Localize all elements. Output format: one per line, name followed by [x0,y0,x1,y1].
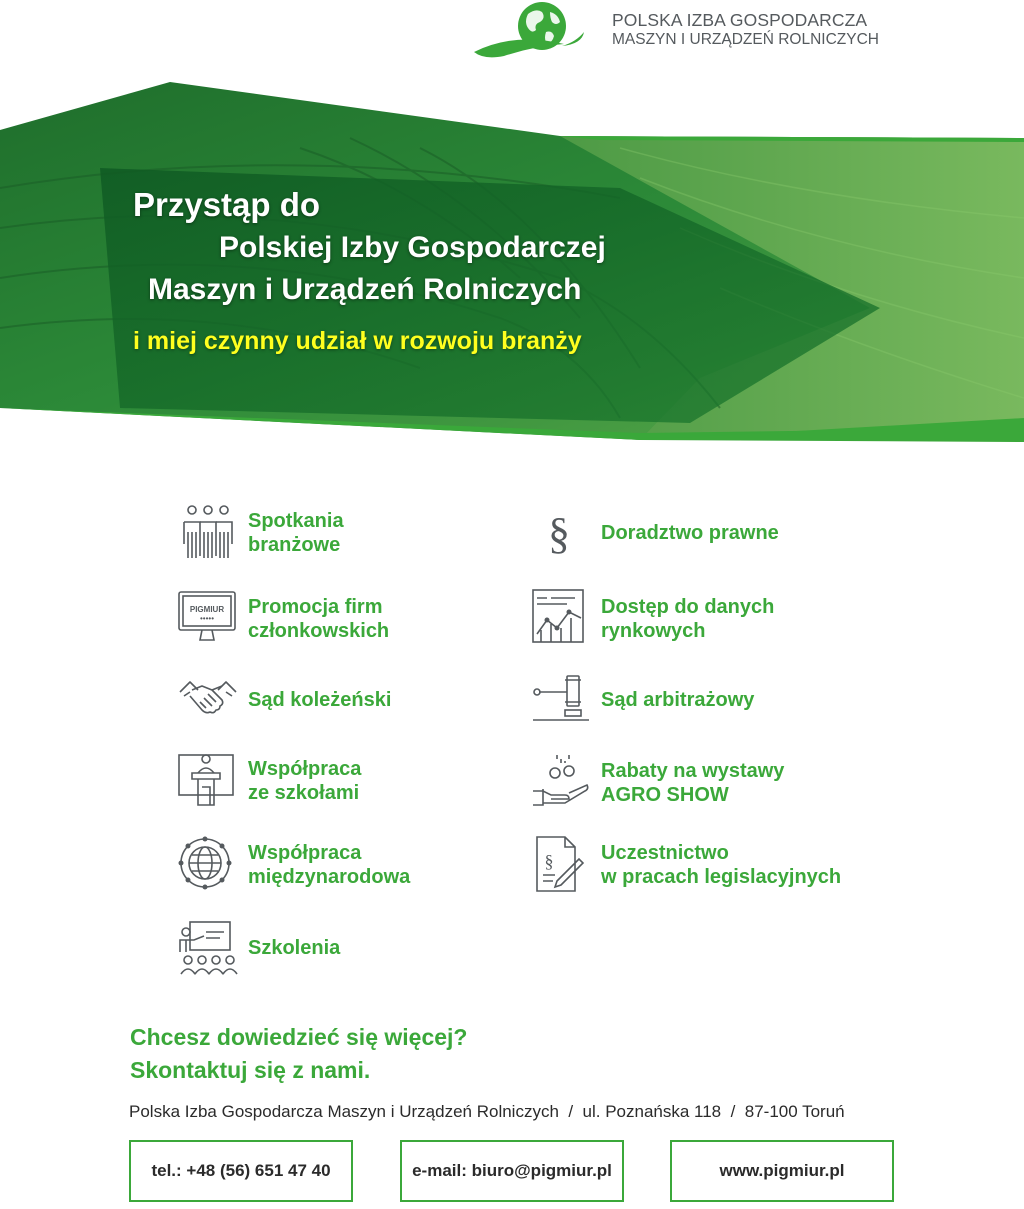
benefit-line-1: Dostęp do danych [601,596,775,618]
document-pen-icon [531,835,591,895]
benefit-line-1: Promocja firm [248,596,383,618]
benefit-line-2: międzynarodowa [248,866,411,888]
benefit-line-2: członkowskich [248,620,390,642]
benefit-line-1: Szkolenia [248,937,341,959]
chart-icon [531,588,591,648]
benefit-arbitration-court [531,670,891,730]
phone-box[interactable]: tel.: +48 (56) 651 47 40 [129,1140,353,1202]
benefit-label [601,759,784,807]
paragraph-icon [531,502,591,562]
pigmiur-badge: PIGMIUR [189,605,225,614]
training-icon [178,918,238,978]
benefit-label [248,936,340,960]
benefit-line-1: Sąd koleżeński [248,689,392,711]
benefit-label [601,521,779,545]
hero-banner [0,78,1024,448]
cta-question: Chcesz dowiedzieć się więcej? [130,1024,468,1050]
cta-contact-us: Skontaktuj się z nami. [130,1057,371,1083]
lectern-icon [178,751,238,811]
benefit-legislative-work [531,835,891,895]
benefit-training [178,918,518,978]
benefit-line-2: AGRO SHOW [601,784,729,806]
benefit-line-1: Doradztwo prawne [601,522,779,544]
benefit-line-2: ze szkołami [248,782,360,804]
svg-text:•••••: ••••• [199,614,215,623]
benefit-label [248,595,389,643]
benefit-line-1: Spotkania [248,510,344,532]
benefit-exhibition-discounts [531,751,891,811]
benefit-label [601,688,754,712]
postal-address: Polska Izba Gospodarcza Maszyn i Urządzeń Rolniczych / ul. Poznańska 118 / 87-100 Toruń [129,1102,845,1121]
benefit-label [601,841,841,889]
benefit-line-1: Współpraca [248,758,362,780]
gavel-icon [531,670,591,730]
benefit-market-data [531,588,891,648]
handshake-icon [178,670,238,730]
benefit-line-2: rynkowych [601,620,706,642]
coins-hand-icon [531,751,591,811]
benefit-label [248,841,410,889]
logo-line-1: POLSKA IZBA GOSPODARCZA [612,10,868,30]
benefit-peer-court [178,670,518,730]
logo-line-2: MASZYN I URZĄDZEŃ ROLNICZYCH [612,31,879,48]
benefit-member-promotion [178,588,518,648]
hero-title-line-1: Przystąp do [133,186,321,223]
benefit-school-cooperation [178,751,518,811]
people-icon [178,502,238,562]
organization-logo [470,0,900,62]
benefit-line-1: Rabaty na wystawy [601,760,785,782]
paragraph-symbol: § [544,851,554,871]
benefit-label [601,595,774,643]
benefit-label [248,509,344,557]
benefit-line-1: Uczestnictwo [601,842,729,864]
hero-subtitle: i miej czynny udział w rozwoju branży [133,327,582,355]
hero-title-line-2: Polskiej Izby Gospodarczej [219,231,606,264]
benefit-line-2: w pracach legislacyjnych [601,866,842,888]
benefit-industry-meetings [178,502,518,562]
benefit-label [248,688,391,712]
benefit-international-cooperation [178,835,518,895]
hero-title-line-3: Maszyn i Urządzeń Rolniczych [148,273,582,306]
benefit-legal-advice [531,502,891,562]
globe-icon [178,835,238,895]
email-box[interactable]: e-mail: biuro@pigmiur.pl [400,1140,624,1202]
benefit-line-2: branżowe [248,534,341,556]
paragraph-symbol: § [548,509,570,558]
benefit-label [248,757,361,805]
globe-leaf-logo-icon [470,0,610,62]
website-box[interactable]: www.pigmiur.pl [670,1140,894,1202]
monitor-icon [178,588,238,648]
benefit-line-1: Współpraca [248,842,362,864]
benefit-line-1: Sąd arbitrażowy [601,689,755,711]
